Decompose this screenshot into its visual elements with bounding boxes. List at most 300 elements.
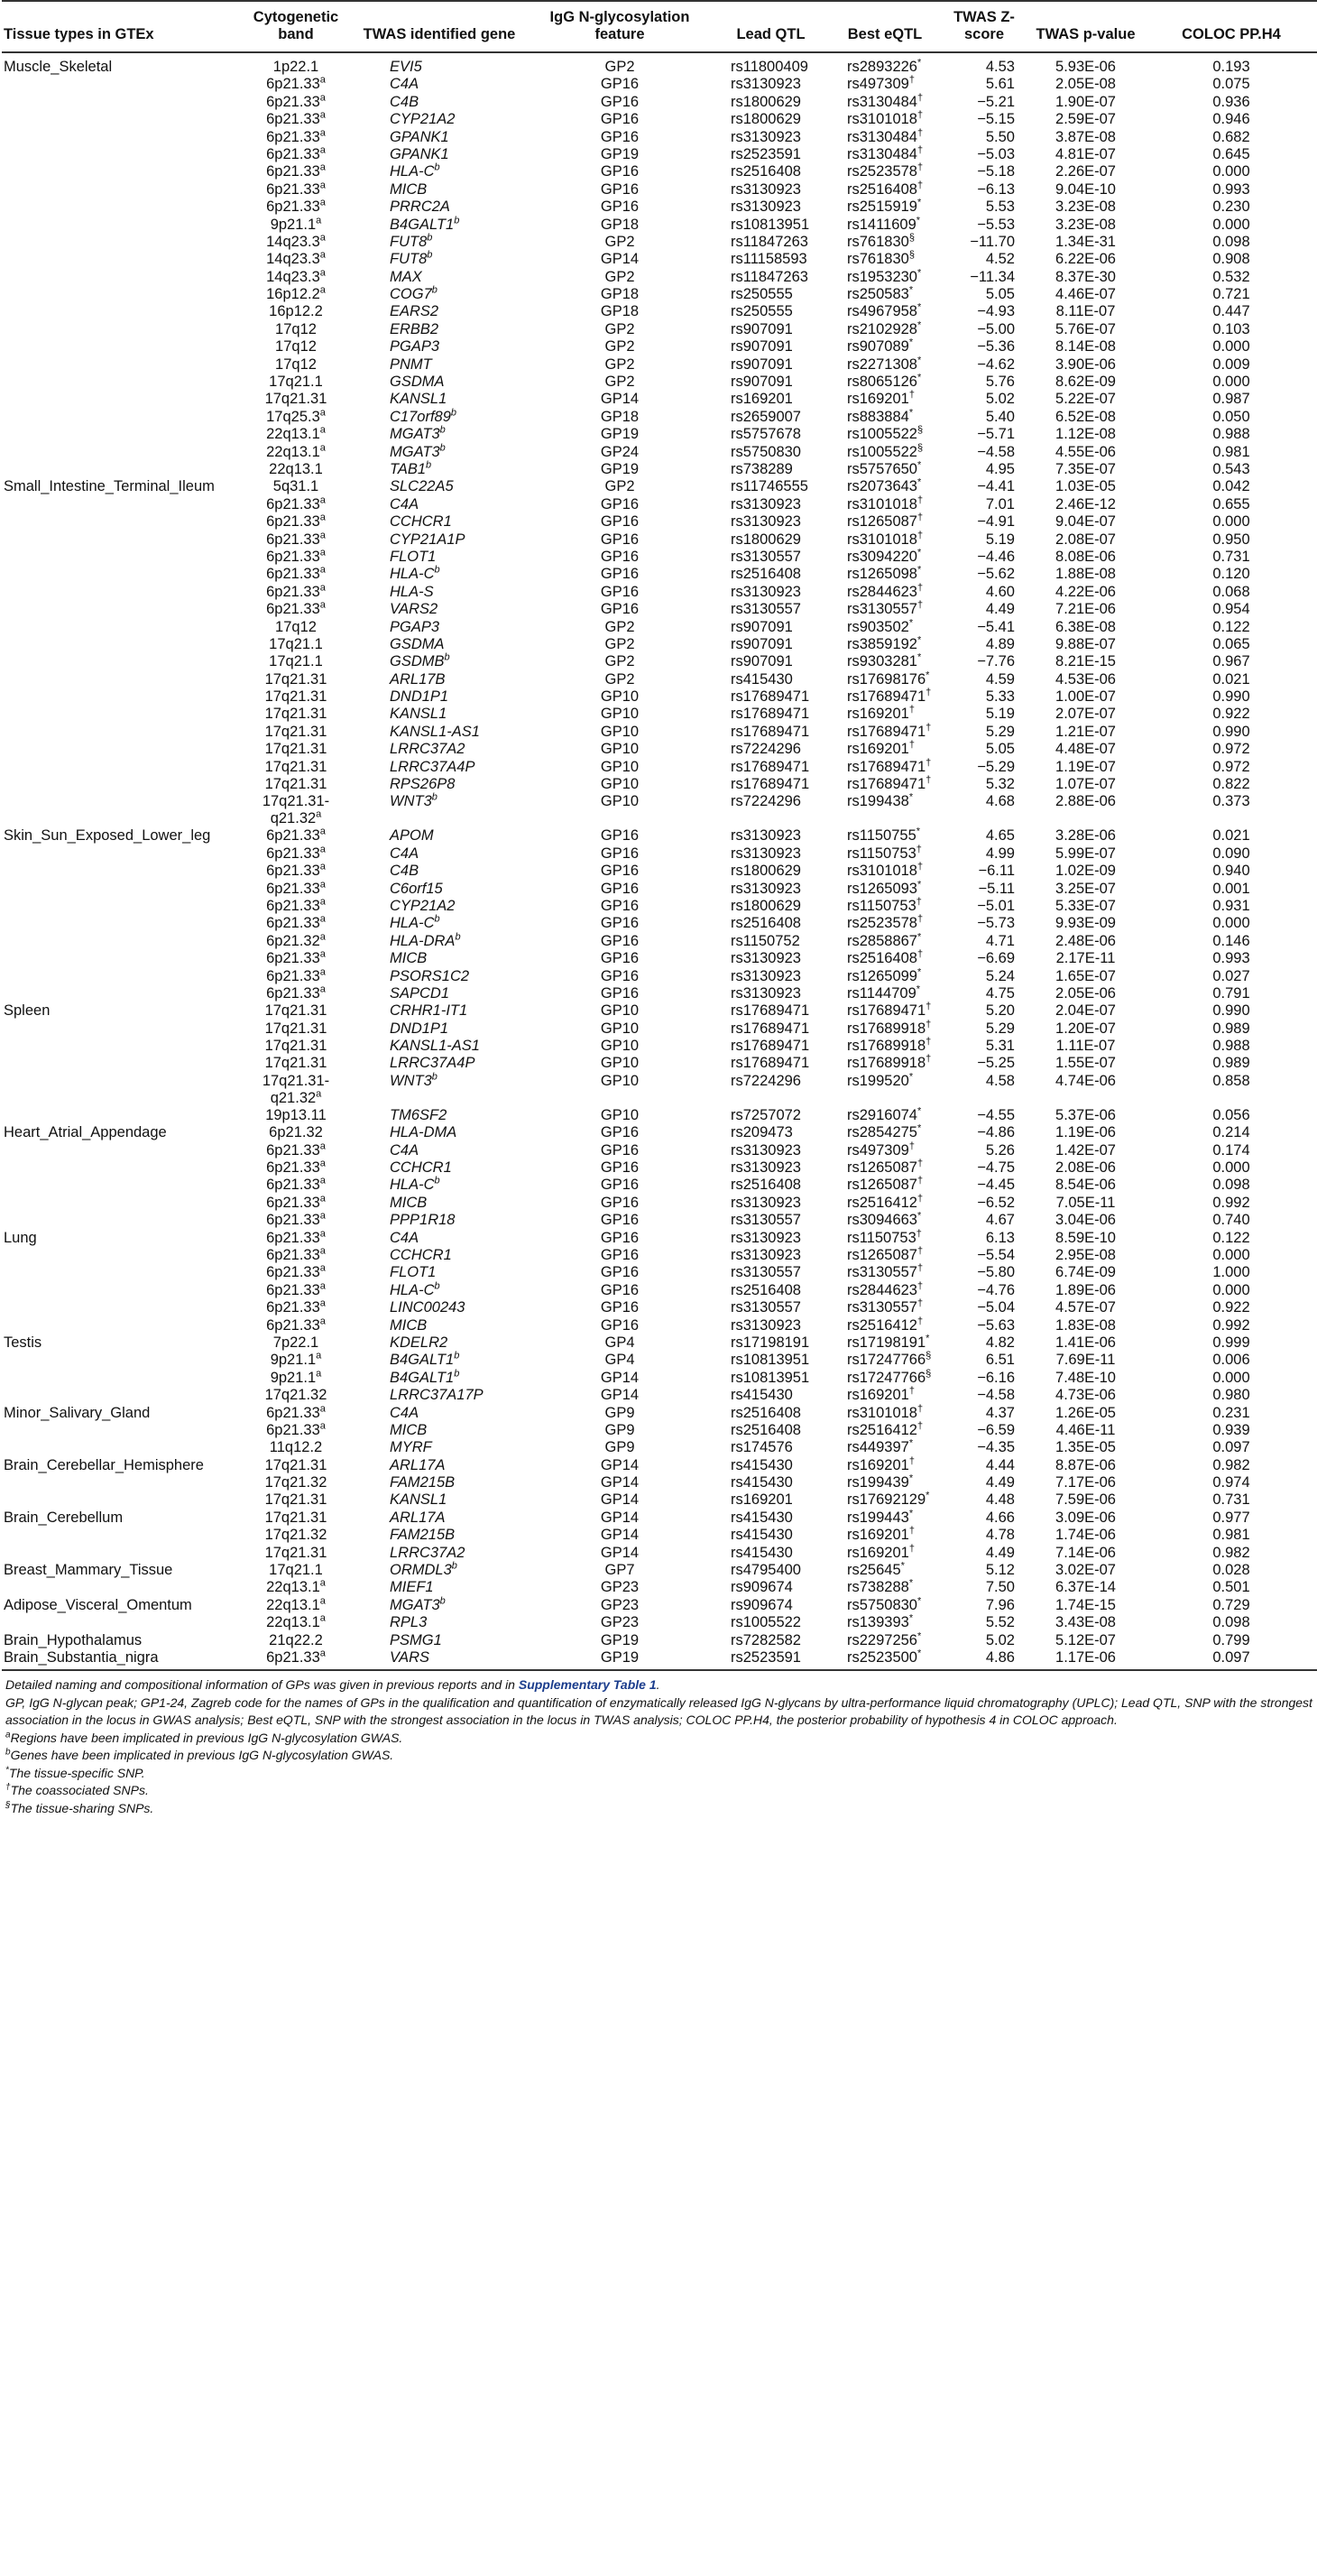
cell-tissue: [2, 1387, 238, 1404]
gene-superscript: b: [444, 651, 450, 663]
cell-feature: GP2: [604, 338, 635, 355]
cell-gene: [354, 1562, 525, 1579]
gene-name: LRRC37A2: [390, 741, 465, 758]
eqtl-id: rs17689471: [847, 758, 926, 775]
eqtl-marker: §: [908, 232, 915, 244]
cell-z-score: −6.52: [977, 1194, 1015, 1211]
header-gene: TWAS identified gene: [354, 1, 525, 52]
table-row: [2, 985, 1317, 1002]
cell-tissue: Spleen: [4, 1002, 51, 1020]
cell-tissue: Heart_Atrial_Appendage: [4, 1124, 167, 1141]
cell-z-score: 5.20: [985, 1002, 1015, 1020]
band-text: 17q21.31: [264, 758, 327, 775]
cell-gene: [354, 671, 525, 688]
eqtl-marker: *: [916, 826, 921, 837]
cell-best-eqtl: [827, 496, 943, 513]
cell-p-value: 1.20E-07: [1055, 1020, 1116, 1037]
gene-name: B4GALT1: [390, 216, 455, 233]
band-superscript: a: [319, 144, 326, 156]
cell-best-eqtl: [827, 985, 943, 1002]
gene-name: HLA-C: [390, 1281, 435, 1298]
band-superscript: a: [319, 1612, 326, 1624]
cell-z-score: −4.86: [977, 1124, 1015, 1141]
cell-gene: [354, 915, 525, 932]
eqtl-id: rs449397: [847, 1439, 909, 1456]
cell-gene: [354, 1159, 525, 1177]
gene-name: LRRC37A4P: [390, 1055, 475, 1072]
cell-lead-qtl: rs1150752: [731, 932, 800, 949]
footnote-abbreviations: GP, IgG N-glycan peak; GP1-24, Zagreb code for the names of GPs in the qualification and quantification of enzymatically released IgG N-glycans by ultra-performance liquid chromatography (UPLC); Lead QTL, SNP with the strongest association in the locus in GWAS analysis; Best eQTL, SNP with the strongest association in the locus in TWAS analysis; COLOC PP.H4, the posterior probability of hypothesis 4 in COLOC approach.: [5, 1694, 1312, 1728]
band-text: 17q12: [275, 338, 317, 355]
table-row: [2, 549, 1317, 566]
band-text: 6p21.33: [266, 76, 320, 93]
gene-name: GSDMA: [390, 635, 445, 652]
cell-best-eqtl: [827, 619, 943, 636]
band-text: 6p21.33: [266, 897, 320, 914]
footnote-b: [5, 1747, 1313, 1765]
cell-z-score: 4.49: [985, 601, 1015, 618]
cell-tissue: [2, 1579, 238, 1596]
cell-band: [238, 1055, 354, 1072]
cell-z-score: 5.05: [985, 741, 1015, 758]
cell-lead-qtl: rs4795400: [731, 1562, 801, 1579]
cell-p-value: 8.11E-07: [1055, 303, 1116, 320]
cell-feature: GP16: [600, 513, 640, 531]
cell-coloc: 0.908: [1212, 251, 1250, 268]
cell-p-value: 7.17E-06: [1055, 1474, 1116, 1491]
eqtl-id: rs2893226: [847, 59, 917, 75]
band-text: 17q21.32: [264, 1387, 327, 1404]
band-text: 17q21.1: [269, 374, 323, 391]
eqtl-marker: †: [926, 687, 932, 698]
cell-z-score: −5.25: [977, 1055, 1015, 1072]
gene-superscript: b: [451, 1560, 457, 1572]
gene-name: ARL17B: [390, 670, 446, 688]
band-text: 22q13.1: [266, 1596, 320, 1613]
cell-coloc: 0.791: [1212, 984, 1250, 1002]
cell-band: [238, 706, 354, 723]
eqtl-marker: §: [916, 442, 924, 454]
cell-coloc: 0.065: [1212, 635, 1250, 652]
cell-feature: GP14: [600, 1474, 640, 1491]
band-superscript: a: [319, 512, 326, 523]
cell-lead-qtl: rs174576: [731, 1439, 793, 1456]
cell-z-score: 4.44: [985, 1456, 1015, 1473]
cell-lead-qtl: rs3130923: [731, 984, 801, 1002]
cell-best-eqtl: [827, 1230, 943, 1247]
cell-band: [238, 76, 354, 93]
cell-gene: [354, 1632, 525, 1649]
cell-coloc: 0.068: [1212, 583, 1250, 600]
cell-feature: GP10: [600, 1038, 640, 1055]
cell-lead-qtl: rs3130923: [731, 950, 801, 967]
cell-tissue: Brain_Cerebellar_Hemisphere: [4, 1456, 204, 1473]
eqtl-id: rs17689471: [847, 688, 926, 706]
cell-p-value: 3.02E-07: [1055, 1562, 1116, 1579]
cell-band: [238, 636, 354, 653]
cell-lead-qtl: rs3130923: [731, 1247, 801, 1263]
cell-band: [238, 724, 354, 741]
cell-gene: [354, 1545, 525, 1562]
cell-lead-qtl: rs2516408: [731, 163, 801, 180]
gene-name: GPANK1: [390, 128, 449, 145]
cell-z-score: 5.26: [985, 1141, 1015, 1159]
cell-gene: [354, 1020, 525, 1038]
cell-lead-qtl: rs415430: [731, 1509, 793, 1526]
cell-band: [238, 1370, 354, 1387]
cell-p-value: 9.04E-10: [1055, 180, 1116, 198]
cell-best-eqtl: [827, 1073, 943, 1107]
cell-feature: GP16: [600, 1264, 640, 1281]
cell-best-eqtl: [827, 688, 943, 706]
cell-p-value: 1.74E-06: [1055, 1527, 1116, 1544]
cell-band: [238, 1387, 354, 1404]
band-superscript: a: [319, 1403, 326, 1415]
cell-z-score: −5.41: [977, 618, 1015, 635]
band-superscript: a: [319, 1595, 326, 1607]
table-row: [2, 845, 1317, 863]
cell-band: [238, 356, 354, 374]
eqtl-marker: †: [916, 1193, 924, 1205]
cell-p-value: 6.52E-08: [1055, 408, 1116, 425]
eqtl-id: rs3130557: [847, 1264, 917, 1281]
eqtl-id: rs1411609: [847, 216, 916, 233]
cell-lead-qtl: rs907091: [731, 320, 793, 337]
cell-feature: GP19: [525, 1649, 714, 1670]
cell-feature: GP14: [600, 1509, 640, 1526]
cell-band: [238, 933, 354, 950]
cell-best-eqtl: [827, 1405, 943, 1422]
cell-best-eqtl: [827, 1387, 943, 1404]
gene-name: MICB: [390, 180, 428, 198]
cell-p-value: 2.59E-07: [1055, 111, 1116, 128]
header-feature: IgG N-glycosylation feature: [525, 1, 714, 52]
cell-band: [238, 1545, 354, 1562]
cell-lead-qtl: rs909674: [731, 1579, 793, 1596]
cell-coloc: 0.122: [1212, 618, 1250, 635]
table-row: [2, 76, 1317, 93]
eqtl-id: rs1005522: [847, 443, 917, 460]
cell-z-score: −4.41: [977, 478, 1015, 495]
cell-feature: GP4: [604, 1334, 635, 1351]
cell-coloc: 0.214: [1212, 1124, 1250, 1141]
cell-best-eqtl: [827, 1020, 943, 1038]
cell-tissue: [2, 1055, 238, 1072]
cell-best-eqtl: [827, 584, 943, 601]
table-row: [2, 1195, 1317, 1212]
gene-name: PSORS1C2: [390, 967, 470, 984]
eqtl-marker: *: [916, 301, 922, 313]
cell-best-eqtl: [827, 76, 943, 93]
table-row: [2, 1055, 1317, 1072]
cell-coloc: 0.740: [1212, 1212, 1250, 1229]
cell-z-score: 5.19: [985, 706, 1015, 723]
cell-coloc: 0.981: [1212, 443, 1250, 460]
cell-lead-qtl: rs2659007: [731, 408, 801, 425]
cell-gene: [354, 1142, 525, 1159]
eqtl-id: rs17692129: [847, 1491, 926, 1509]
table-row: [2, 1352, 1317, 1369]
cell-tissue: [2, 181, 238, 199]
cell-best-eqtl: [827, 1247, 943, 1264]
cell-feature: GP2: [604, 268, 635, 285]
cell-best-eqtl: [827, 286, 943, 303]
table-row: [2, 1387, 1317, 1404]
cell-coloc: 0.098: [1212, 1614, 1250, 1631]
cell-tissue: [2, 1491, 238, 1509]
cell-z-score: 5.19: [985, 531, 1015, 548]
cell-feature: GP18: [600, 216, 640, 233]
cell-best-eqtl: [827, 531, 943, 549]
supplementary-table-link[interactable]: Supplementary Table 1: [518, 1677, 657, 1693]
band-text: 1p22.1: [272, 59, 319, 75]
gene-name: LRRC37A4P: [390, 758, 475, 775]
gene-name: GSDMB: [390, 653, 445, 670]
cell-feature: GP2: [604, 618, 635, 635]
gene-name: CCHCR1: [390, 1247, 452, 1263]
band-text: 9p21.1: [270, 1369, 317, 1386]
cell-gene: [354, 356, 525, 374]
cell-best-eqtl: [827, 741, 943, 758]
table-row: [2, 251, 1317, 268]
cell-p-value: 8.54E-06: [1055, 1177, 1116, 1194]
cell-best-eqtl: [827, 1491, 943, 1509]
eqtl-id: rs2102928: [847, 320, 917, 337]
eqtl-id: rs1953230: [847, 268, 917, 285]
cell-gene: [354, 1107, 525, 1124]
band-text: 6p21.33: [266, 880, 320, 897]
cell-best-eqtl: [827, 1370, 943, 1387]
cell-lead-qtl: rs7224296: [731, 1072, 801, 1089]
eqtl-id: rs17689471: [847, 723, 926, 740]
cell-p-value: 5.93E-06: [1055, 59, 1116, 75]
eqtl-id: rs497309: [847, 1141, 909, 1159]
cell-coloc: 0.009: [1212, 355, 1250, 373]
table-row: [2, 199, 1317, 216]
cell-coloc: 0.050: [1212, 408, 1250, 425]
cell-z-score: 6.13: [985, 1229, 1015, 1246]
eqtl-marker: †: [926, 774, 932, 786]
cell-p-value: 1.35E-05: [1055, 1439, 1116, 1456]
eqtl-marker: *: [916, 1210, 922, 1222]
cell-band: [238, 1073, 354, 1107]
table-row: [2, 688, 1317, 706]
band-superscript: a: [319, 232, 326, 244]
cell-gene: [354, 531, 525, 549]
cell-best-eqtl: [827, 513, 943, 531]
cell-lead-qtl: rs3130557: [731, 1264, 801, 1281]
cell-lead-qtl: rs907091: [731, 374, 793, 391]
cell-band: [238, 1107, 354, 1124]
cell-tissue: [2, 636, 238, 653]
cell-p-value: 5.76E-07: [1055, 320, 1116, 337]
cell-best-eqtl: [827, 1632, 943, 1649]
footnote-mark: †: [5, 1782, 11, 1793]
gene-name: C17orf89: [390, 408, 451, 425]
gene-name: MGAT3: [390, 1596, 440, 1613]
gene-name: MIEF1: [390, 1579, 434, 1596]
cell-gene: [354, 985, 525, 1002]
cell-best-eqtl: [827, 461, 943, 478]
cell-band: [238, 1632, 354, 1649]
cell-band: [238, 1649, 354, 1670]
band-superscript: a: [316, 1088, 322, 1100]
cell-lead-qtl: rs3130923: [731, 1194, 801, 1211]
eqtl-marker: §: [916, 424, 924, 436]
cell-lead-qtl: rs415430: [731, 1474, 793, 1491]
cell-coloc: 0.822: [1212, 776, 1250, 793]
cell-coloc: 0.000: [1212, 1281, 1250, 1298]
cell-p-value: 1.65E-07: [1055, 967, 1116, 984]
cell-z-score: 4.58: [985, 1072, 1015, 1089]
cell-coloc: 0.028: [1212, 1562, 1250, 1579]
cell-feature: GP16: [600, 1247, 640, 1263]
band-superscript: a: [319, 109, 326, 121]
cell-coloc: 0.000: [1212, 374, 1250, 391]
cell-coloc: 0.721: [1212, 286, 1250, 303]
table-row: [2, 1422, 1317, 1439]
eqtl-id: rs3130484: [847, 145, 917, 162]
table-row: [2, 566, 1317, 583]
cell-best-eqtl: [827, 1439, 943, 1456]
band-text: 6p21.33: [266, 145, 320, 162]
cell-best-eqtl: [827, 1614, 943, 1631]
cell-coloc: 0.532: [1212, 268, 1250, 285]
cell-tissue: [2, 1038, 238, 1055]
cell-p-value: 1.02E-09: [1055, 863, 1116, 880]
eqtl-id: rs3101018: [847, 1404, 917, 1421]
cell-tissue: [2, 1370, 238, 1387]
cell-gene: [354, 1405, 525, 1422]
band-text: 6p21.33: [266, 1281, 320, 1298]
cell-gene: [354, 968, 525, 985]
cell-p-value: 3.23E-08: [1055, 199, 1116, 216]
eqtl-marker: †: [916, 844, 922, 855]
cell-feature: GP2: [604, 635, 635, 652]
gene-name: C4A: [390, 495, 419, 512]
cell-feature: GP2: [604, 355, 635, 373]
cell-gene: [354, 1299, 525, 1316]
cell-z-score: 7.96: [985, 1596, 1015, 1613]
table-row: [2, 706, 1317, 723]
cell-best-eqtl: [827, 1212, 943, 1229]
cell-lead-qtl: rs169201: [731, 391, 793, 408]
cell-tissue: [2, 374, 238, 391]
footnote-text: .: [656, 1677, 660, 1693]
cell-lead-qtl: rs11847263: [731, 233, 808, 250]
cell-tissue: [2, 251, 238, 268]
cell-p-value: 8.08E-06: [1055, 548, 1116, 565]
cell-tissue: [2, 724, 238, 741]
band-superscript: a: [319, 1420, 326, 1432]
eqtl-marker: †: [916, 1420, 924, 1432]
cell-tissue: [2, 1107, 238, 1124]
cell-lead-qtl: rs17689471: [731, 723, 810, 740]
cell-lead-qtl: rs11746555: [731, 478, 808, 495]
band-text: 6p21.33: [266, 1316, 320, 1334]
footnote-a: [5, 1730, 1313, 1748]
gene-name: HLA-S: [390, 583, 434, 600]
gene-superscript: b: [439, 424, 446, 436]
header-z: TWAS Z-score: [943, 1, 1026, 52]
cell-feature: GP16: [600, 1299, 640, 1316]
band-superscript: a: [319, 530, 326, 541]
cell-best-eqtl: [827, 827, 943, 845]
cell-z-score: 4.48: [985, 1491, 1015, 1509]
cell-p-value: 3.43E-08: [1055, 1614, 1116, 1631]
cell-feature: GP14: [600, 391, 640, 408]
cell-p-value: 1.26E-05: [1055, 1404, 1116, 1421]
cell-feature: GP14: [600, 1456, 640, 1473]
cell-z-score: 4.75: [985, 984, 1015, 1002]
cell-best-eqtl: [827, 793, 943, 827]
cell-lead-qtl: rs17689471: [731, 1020, 810, 1037]
cell-band: [238, 1002, 354, 1020]
band-text: 6p21.33: [266, 111, 320, 128]
cell-lead-qtl: rs10813951: [731, 1352, 810, 1369]
band-superscript: a: [319, 1280, 326, 1292]
band-superscript: a: [319, 1262, 326, 1274]
cell-lead-qtl: rs2516408: [731, 1281, 801, 1298]
cell-z-score: 4.49: [985, 1474, 1015, 1491]
cell-best-eqtl: [827, 950, 943, 967]
gene-name: RPS26P8: [390, 776, 456, 793]
eqtl-marker: *: [916, 215, 921, 226]
cell-lead-qtl: rs17689471: [731, 688, 810, 706]
gene-name: B4GALT1: [390, 1352, 455, 1369]
cell-coloc: 0.731: [1212, 548, 1250, 565]
cell-z-score: 4.86: [943, 1649, 1026, 1670]
cell-gene: [354, 1370, 525, 1387]
cell-tissue: [2, 217, 238, 234]
cell-z-score: 4.95: [985, 460, 1015, 477]
cell-tissue: [2, 1142, 238, 1159]
cell-p-value: 1.83E-08: [1055, 1316, 1116, 1334]
gene-name: WNT3: [390, 793, 432, 810]
eqtl-marker: *: [916, 197, 922, 208]
cell-feature: GP2: [604, 670, 635, 688]
eqtl-marker: *: [916, 879, 922, 891]
cell-tissue: [2, 163, 238, 180]
band-text: 6p21.33: [266, 128, 320, 145]
table-row: [2, 129, 1317, 146]
gene-name: CYP21A2: [390, 111, 456, 128]
cell-band: [238, 584, 354, 601]
gene-name: TM6SF2: [390, 1106, 447, 1123]
cell-lead-qtl: rs2523591: [714, 1649, 827, 1670]
cell-tissue: Minor_Salivary_Gland: [4, 1404, 151, 1421]
cell-z-score: 5.29: [985, 723, 1015, 740]
band-text: 11q12.2: [269, 1439, 323, 1456]
table-footnotes: [2, 1671, 1317, 1817]
eqtl-id: rs1265099: [847, 967, 917, 984]
band-text: 17q21.32: [264, 1474, 327, 1491]
table-row: [2, 303, 1317, 320]
cell-band: [238, 338, 354, 355]
cell-p-value: 2.46E-12: [1055, 495, 1116, 512]
band-text: 16p12.2: [266, 286, 320, 303]
cell-tissue: [2, 1439, 238, 1456]
eqtl-id: rs1265093: [847, 880, 917, 897]
table-row: [2, 1527, 1317, 1544]
cell-p-value: 3.28E-06: [1055, 827, 1116, 845]
eqtl-id: rs139393: [847, 1614, 909, 1631]
band-superscript: a: [316, 1350, 322, 1362]
cell-z-score: −5.54: [977, 1247, 1015, 1263]
eqtl-id: rs903502: [847, 618, 909, 635]
cell-best-eqtl: [827, 1002, 943, 1020]
band-text: 22q13.1: [266, 1614, 320, 1631]
